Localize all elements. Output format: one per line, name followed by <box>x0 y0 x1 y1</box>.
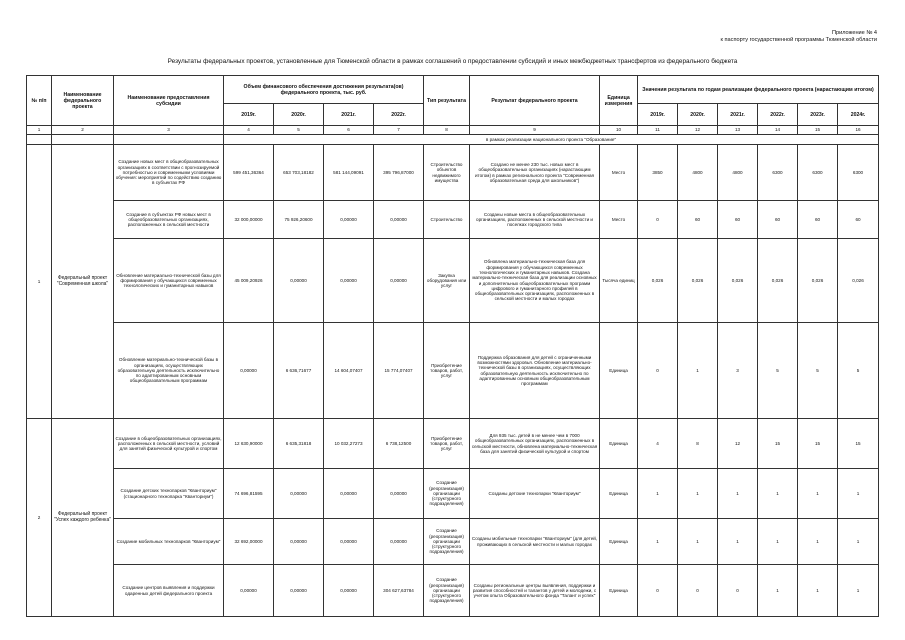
column-number: 2 <box>52 126 114 135</box>
unit-cell: Место <box>600 145 638 201</box>
column-number: 4 <box>224 126 274 135</box>
project-number: 2 <box>27 419 52 617</box>
subsidy-cell: Создание в субъектах РФ новых мест в общеобразовательных организациях, расположенных в сельской местности <box>114 201 224 239</box>
column-number: 6 <box>324 126 374 135</box>
column-number: 9 <box>470 126 600 135</box>
value-cell: 1 <box>678 323 718 419</box>
value-cell: 0,026 <box>718 239 758 323</box>
header-fp-name: Наименование федерального проекта <box>52 76 114 126</box>
subsidy-cell: Обновление материально-технической базы в организациях, осуществляющих образовательную деятельность исключительно по адаптированным основным общеобразовательным программам <box>114 323 224 419</box>
column-number: 8 <box>424 126 470 135</box>
header-unit: Единица измерения <box>600 76 638 126</box>
value-cell: 1 <box>798 565 838 617</box>
value-cell: 1 <box>758 519 798 565</box>
column-number: 13 <box>718 126 758 135</box>
header-val-year: 2019г. <box>638 104 678 126</box>
result-type-cell: Приобретение товаров, работ, услуг <box>424 419 470 469</box>
value-cell: 0,026 <box>798 239 838 323</box>
unit-cell: Место <box>600 201 638 239</box>
value-cell: 1 <box>838 469 879 519</box>
subsidy-cell: Создание детских технопарков "Кванториум" (стационарного технопарка "Кванториум") <box>114 469 224 519</box>
table-row <box>27 145 879 201</box>
section-title: в рамках реализации национального проекта "Образование" <box>224 135 879 145</box>
header-fin-year: 2021г. <box>324 104 374 126</box>
finance-cell: 6 738,12500 <box>374 419 424 469</box>
value-cell: 60 <box>758 201 798 239</box>
subsidy-cell: Создание центров выявления и поддержки одаренных детей федерального проекта <box>114 565 224 617</box>
result-type-cell: Создание (реорганизация) организации (структурного подразделения) <box>424 519 470 565</box>
header-fin-year: 2022г. <box>374 104 424 126</box>
table-row <box>27 565 879 617</box>
finance-cell: 581 144,09091 <box>324 145 374 201</box>
result-cell: Создано не менее 230 тыс. новых мест в общеобразовательных организациях (нарастающим итогом) в рамках регионального проекта "Современная образовательная среда для школьников") <box>470 145 600 201</box>
finance-cell: 6 635,31818 <box>274 419 324 469</box>
value-cell: 0 <box>638 201 678 239</box>
result-cell: Обновлена материально-техническая база для формирования у обучающихся современных технологических и гуманитарных навыков. Создана материально-техническая база для реализации основных и дополнительных общеобразовательных программ цифрового и гуманитарного профилей в общеобразовательных организациях, расположенных в сельской местности и малых городах <box>470 239 600 323</box>
value-cell: 15 <box>758 419 798 469</box>
value-cell: 1 <box>798 469 838 519</box>
result-type-cell: Приобретение товаров, работ, услуг <box>424 323 470 419</box>
table-row <box>27 519 879 565</box>
column-number: 12 <box>678 126 718 135</box>
value-cell: 1 <box>758 469 798 519</box>
value-cell: 8 <box>678 419 718 469</box>
table-row <box>27 323 879 419</box>
table-row <box>27 239 879 323</box>
project-name: Федеральный проект "Успех каждого ребенка" <box>52 419 114 617</box>
subsidy-cell: Создание мобильных технопарков "Кванториум" <box>114 519 224 565</box>
finance-cell: 14 604,07407 <box>324 323 374 419</box>
finance-cell: 0,00000 <box>324 469 374 519</box>
header-fp-result: Результат федерального проекта <box>470 76 600 126</box>
value-cell: 12 <box>718 419 758 469</box>
value-cell: 0 <box>638 565 678 617</box>
result-type-cell: Создание (реорганизация) организации (структурного подразделения) <box>424 565 470 617</box>
value-cell: 60 <box>718 201 758 239</box>
value-cell: 4800 <box>718 145 758 201</box>
finance-cell: 6 636,71677 <box>274 323 324 419</box>
value-cell: 4 <box>638 419 678 469</box>
value-cell: 4800 <box>678 145 718 201</box>
value-cell: 1 <box>798 519 838 565</box>
finance-cell: 304 627,63784 <box>374 565 424 617</box>
finance-cell: 0,00000 <box>374 201 424 239</box>
value-cell: 1 <box>718 469 758 519</box>
document-title: Результаты федеральных проектов, установленные для Тюменской области в рамках соглашений о предоставлении субсидий и иных межбюджетных трансфертов из федерального бюджета <box>167 58 738 65</box>
result-cell: Созданы детские технопарки "Кванториум" <box>470 469 600 519</box>
value-cell: 1 <box>678 469 718 519</box>
header-subsidy: Наименование предоставления субсидии <box>114 76 224 126</box>
table-row <box>27 201 879 239</box>
column-number: 1 <box>27 126 52 135</box>
value-cell: 1 <box>838 519 879 565</box>
header-val-year: 2024г. <box>838 104 879 126</box>
value-cell: 5 <box>758 323 798 419</box>
value-cell: 5 <box>838 323 879 419</box>
value-cell: 60 <box>798 201 838 239</box>
finance-cell: 0,00000 <box>324 565 374 617</box>
subsidy-cell: Создание в общеобразовательных организациях, расположенных в сельской местности, условий для занятий физической культурой и спортом <box>114 419 224 469</box>
finance-cell: 395 796,87000 <box>374 145 424 201</box>
column-number: 15 <box>798 126 838 135</box>
appendix-line-2: к паспорту государственной программы Тюменской области <box>720 37 877 43</box>
header-no: № п/п <box>27 76 52 126</box>
column-number: 5 <box>274 126 324 135</box>
section-row <box>27 135 879 145</box>
finance-cell: 653 703,18182 <box>274 145 324 201</box>
result-cell: Созданы новые места в общеобразовательных организациях, расположенных в сельской местности и поселках городского типа <box>470 201 600 239</box>
result-cell: Созданы мобильные технопарки "Кванториум" (для детей, проживающих в сельской местности и малых городах <box>470 519 600 565</box>
finance-cell: 12 630,90000 <box>224 419 274 469</box>
finance-cell: 0,00000 <box>274 565 324 617</box>
header-val-year: 2021г. <box>718 104 758 126</box>
unit-cell: Единица <box>600 565 638 617</box>
table-row <box>27 419 879 469</box>
unit-cell: Тысяча единиц <box>600 239 638 323</box>
column-number: 14 <box>758 126 798 135</box>
finance-cell: 10 032,27273 <box>324 419 374 469</box>
header-finance-group: Объем финансового обеспечения достижения результата(ов) федерального проекта, тыс. руб. <box>224 76 424 104</box>
finance-cell: 0,00000 <box>224 323 274 419</box>
value-cell: 60 <box>838 201 879 239</box>
column-number: 3 <box>114 126 224 135</box>
result-type-cell: Создание (реорганизация) организации (структурного подразделения) <box>424 469 470 519</box>
header-result-type: Тип результата <box>424 76 470 126</box>
finance-cell: 15 774,07407 <box>374 323 424 419</box>
finance-cell: 75 926,20600 <box>274 201 324 239</box>
result-cell: Созданы региональные центры выявления, поддержки и развития способностей и талантов у детей и молодежи, с учетом опыта Образовательного фонда "Талант и успех" <box>470 565 600 617</box>
finance-cell: 0,00000 <box>324 239 374 323</box>
value-cell: 1 <box>718 519 758 565</box>
header-fin-year: 2020г. <box>274 104 324 126</box>
value-cell: 0 <box>718 565 758 617</box>
header-val-year: 2022г. <box>758 104 798 126</box>
value-cell: 0,026 <box>838 239 879 323</box>
value-cell: 6300 <box>798 145 838 201</box>
header-val-year: 2023г. <box>798 104 838 126</box>
finance-cell: 0,00000 <box>374 519 424 565</box>
header-fin-year: 2019г. <box>224 104 274 126</box>
value-cell: 0,026 <box>678 239 718 323</box>
value-cell: 5 <box>798 323 838 419</box>
finance-cell: 0,00000 <box>274 469 324 519</box>
value-cell: 1 <box>838 565 879 617</box>
value-cell: 0,026 <box>758 239 798 323</box>
result-cell: Поддержка образования для детей с ограниченными возможностями здоровья. Обновление материально-технической базы в организациях, осуществляющих образовательную деятельность исключительно по адаптированным основным общеобразовательным программам <box>470 323 600 419</box>
header-val-year: 2020г. <box>678 104 718 126</box>
project-number: 1 <box>27 145 52 419</box>
value-cell: 15 <box>798 419 838 469</box>
value-cell: 60 <box>678 201 718 239</box>
value-cell: 1 <box>758 565 798 617</box>
appendix-note <box>721 30 877 44</box>
value-cell: 1 <box>678 519 718 565</box>
table-row <box>27 469 879 519</box>
finance-cell: 0,00000 <box>274 239 324 323</box>
subsidy-cell: Создание новых мест в общеобразовательных организациях в соответствии с прогнозируемой потребностью и современными условиями обучения: мероприятий по содействию созданию в субъектах РФ <box>114 145 224 201</box>
value-cell: 6300 <box>838 145 879 201</box>
finance-cell: 0,00000 <box>324 519 374 565</box>
result-type-cell: Закупка оборудования или услуг <box>424 239 470 323</box>
result-type-cell: Строительство <box>424 201 470 239</box>
unit-cell: Единица <box>600 519 638 565</box>
column-number: 11 <box>638 126 678 135</box>
value-cell: 15 <box>838 419 879 469</box>
appendix-line-1: Приложение № 4 <box>831 30 877 36</box>
value-cell: 6300 <box>758 145 798 201</box>
finance-cell: 0,00000 <box>224 565 274 617</box>
unit-cell: Единица <box>600 419 638 469</box>
finance-cell: 0,00000 <box>374 469 424 519</box>
finance-cell: 45 009,20926 <box>224 239 274 323</box>
finance-cell: 0,00000 <box>324 201 374 239</box>
column-number: 7 <box>374 126 424 135</box>
finance-cell: 599 451,36364 <box>224 145 274 201</box>
unit-cell: Единица <box>600 469 638 519</box>
finance-cell: 32 000,00000 <box>224 201 274 239</box>
value-cell: 1 <box>638 519 678 565</box>
unit-cell: Единица <box>600 323 638 419</box>
column-number: 16 <box>838 126 879 135</box>
finance-cell: 32 692,00000 <box>224 519 274 565</box>
value-cell: 0 <box>678 565 718 617</box>
subsidy-cell: Обновление материально-технической базы для формирования у обучающихся современных технологических и гуманитарных навыков <box>114 239 224 323</box>
finance-cell: 0,00000 <box>374 239 424 323</box>
value-cell: 3850 <box>638 145 678 201</box>
column-number: 10 <box>600 126 638 135</box>
project-name: Федеральный проект "Современная школа" <box>52 145 114 419</box>
value-cell: 0,026 <box>638 239 678 323</box>
value-cell: 0 <box>638 323 678 419</box>
result-cell: Для 935 тыс. детей в не менее чем в 7000 общеобразовательных организациях, расположенных в сельской местности, обновлена материально-техническая база для занятий физической культурой и спортом <box>470 419 600 469</box>
result-type-cell: Строительство объектов недвижимого имущества <box>424 145 470 201</box>
results-table <box>26 75 879 617</box>
finance-cell: 0,00000 <box>274 519 324 565</box>
value-cell: 1 <box>638 469 678 519</box>
column-numbers-row <box>27 126 879 135</box>
finance-cell: 74 696,81595 <box>224 469 274 519</box>
value-cell: 3 <box>718 323 758 419</box>
header-values-group: Значения результата по годам реализации федерального проекта (нарастающим итогом) <box>638 76 879 104</box>
